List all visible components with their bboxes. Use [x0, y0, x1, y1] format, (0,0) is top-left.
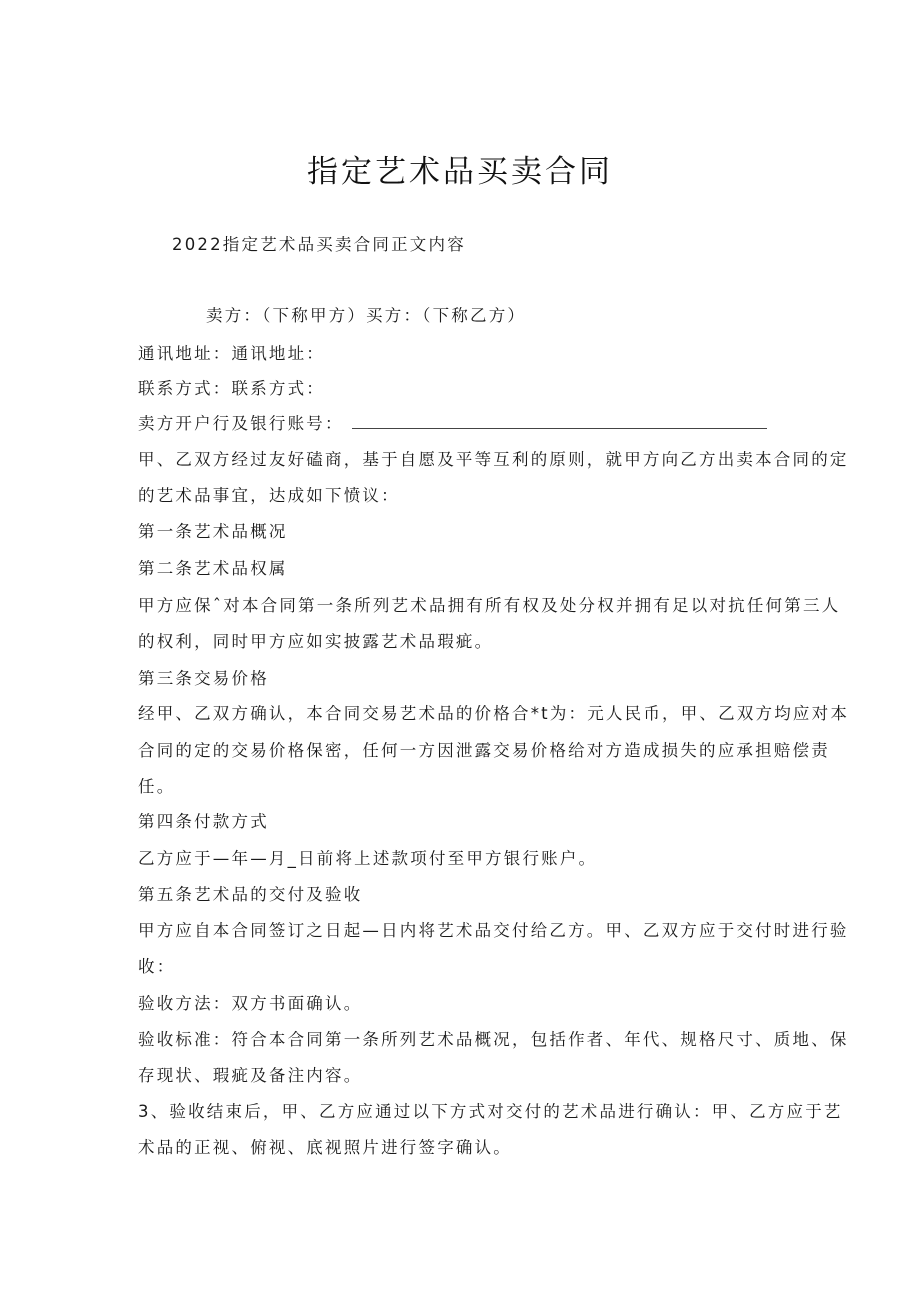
- paragraph-line: 存现状、瑕疵及备注内容。: [138, 1066, 363, 1085]
- paragraph-line: 经甲、乙双方确认，本合同交易艺术品的价格合*t为：元人民币，甲、乙双方均应对本: [138, 704, 850, 723]
- article-heading: 第四条付款方式: [138, 812, 269, 831]
- article-heading: 第二条艺术品权属: [138, 559, 288, 578]
- article-heading: 第五条艺术品的交付及验收: [138, 885, 363, 904]
- document-title: 指定艺术品买卖合同: [307, 154, 613, 190]
- contact-line: 联系方式：联系方式：: [138, 379, 325, 398]
- bank-account-line: [138, 410, 767, 434]
- paragraph-line: 乙方应于—年—月_日前将上述款项付至甲方银行账户。: [138, 849, 598, 868]
- document-subtitle: 2022指定艺术品买卖合同正文内容: [172, 235, 466, 254]
- bank-account-blank: [352, 414, 767, 429]
- paragraph-line: 的权利，同时甲方应如实披露艺术品瑕疵。: [138, 632, 494, 651]
- paragraph-line: 甲、乙双方经过友好磕商，基于自愿及平等互利的原则，就甲方向乙方出卖本合同的定: [138, 450, 849, 469]
- paragraph-line: 验收方法：双方书面确认。: [138, 994, 363, 1013]
- article-heading: 第三条交易价格: [138, 669, 269, 688]
- article-heading: 第一条艺术品概况: [138, 522, 288, 541]
- paragraph-line: 3、验收结束后，甲、乙方应通过以下方式对交付的艺术品进行确认：甲、乙方应于艺: [138, 1102, 843, 1121]
- paragraph-line: 任。: [138, 777, 176, 796]
- parties-line: 卖方：（下称甲方）买方：（下称乙方）: [206, 306, 527, 325]
- paragraph-line: 合同的定的交易价格保密，任何一方因泄露交易价格给对方造成损失的应承担赔偿责: [138, 741, 830, 760]
- paragraph-line: 甲方应自本合同签订之日起—日内将艺术品交付给乙方。甲、乙双方应于交付时进行验: [138, 921, 849, 940]
- bank-account-label: 卖方开户行及银行账号：: [138, 414, 344, 433]
- paragraph-line: 验收标准：符合本合同第一条所列艺术品概况，包括作者、年代、规格尺寸、质地、保: [138, 1030, 849, 1049]
- address-line: 通讯地址：通讯地址：: [138, 344, 325, 363]
- paragraph-line: 术品的正视、俯视、底视照片进行签字确认。: [138, 1138, 512, 1157]
- paragraph-line: 收：: [138, 957, 176, 976]
- paragraph-line: 甲方应保ˆ对本合同第一条所列艺术品拥有所有权及处分权并拥有足以对抗任何第三人: [138, 596, 841, 615]
- paragraph-line: 的艺术品事宜，达成如下愤议：: [138, 486, 400, 505]
